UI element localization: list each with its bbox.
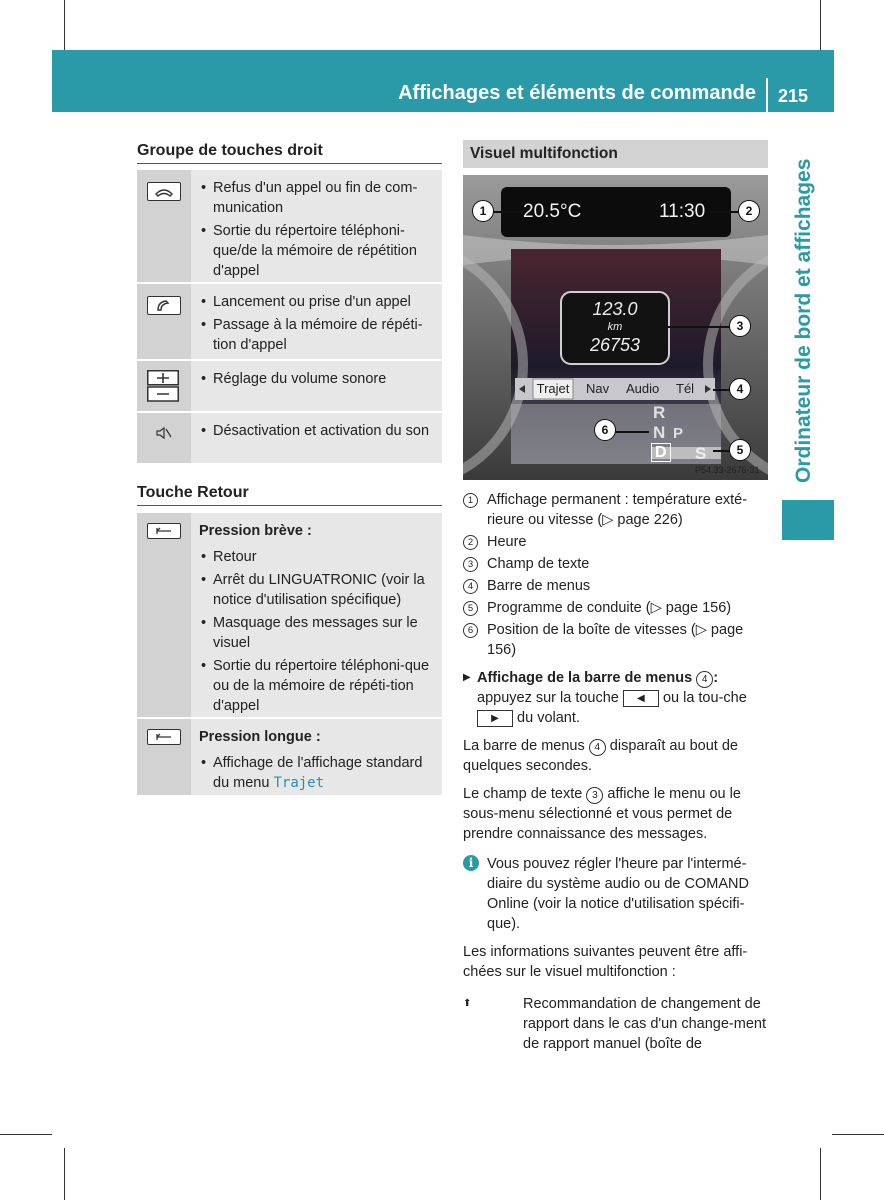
legend-number: 4: [463, 579, 478, 594]
back-key-table: [137, 513, 442, 797]
phone-icon: [147, 296, 181, 315]
crop-mark: [64, 0, 65, 50]
legend-number: 2: [463, 535, 478, 550]
key-icon-cell: [137, 719, 191, 795]
section-title-multifunction: [463, 140, 768, 168]
paragraph-text: disparaît au bout de quelques secondes.: [463, 738, 738, 774]
list-item: • Sortie du répertoire téléphoni-que/de la mémoire de répétition d'appel: [199, 221, 435, 281]
callout-6: 6: [594, 419, 616, 441]
multifunction-display-image: [463, 175, 768, 480]
callout-3: 3: [729, 315, 751, 337]
section-title-right-keys: Groupe de touches droit: [137, 142, 323, 159]
legend-number: 5: [463, 601, 478, 616]
long-press-heading: Pression longue :: [199, 729, 321, 745]
step-text: ou la tou-che: [662, 690, 747, 706]
key-icon-cell: [137, 284, 191, 359]
menu-term: Trajet: [273, 775, 325, 791]
key-description: [191, 170, 442, 282]
menu-item-trajet: Trajet: [536, 381, 570, 396]
image-code: P54.33-2676-31: [695, 465, 760, 475]
paragraph-text: Le champ de texte: [463, 786, 583, 802]
short-press-heading: Pression brève :: [199, 523, 312, 539]
callout-line: [709, 211, 739, 213]
table-row: [137, 170, 442, 284]
paragraph-text: affiche le menu ou le sous-menu sélectionné et vous permet de prendre connaissance des messages.: [463, 786, 741, 842]
gear-r: R: [653, 403, 666, 422]
ref-number: 3: [586, 787, 603, 804]
side-chapter-tab: [782, 138, 834, 488]
legend-item: [463, 620, 768, 660]
key-icon-cell: [137, 513, 191, 717]
list-item: • Lancement ou prise d'un appel: [199, 292, 435, 312]
step-number: 4: [696, 671, 713, 688]
legend-text: Programme de conduite (▷ page 156): [487, 600, 732, 616]
table-row: [137, 413, 442, 465]
section-rule: [137, 163, 442, 164]
callout-line: [493, 211, 523, 213]
info-text: Vous pouvez régler l'heure par l'intermé-diaire du système audio ou de COMAND Online (voir la notice d'utilisation spécifi-que).: [487, 856, 749, 932]
menu-item-audio: Audio: [626, 381, 660, 396]
left-arrow-key-icon: ◀: [623, 690, 659, 707]
list-item: • Passage à la mémoire de répéti-tion d'appel: [199, 315, 435, 355]
callout-4: 4: [729, 378, 751, 400]
crop-mark: [64, 1148, 65, 1200]
list-item: • Refus d'un appel ou fin de com-munication: [199, 178, 435, 218]
step-text: appuyez sur la touche: [477, 690, 619, 706]
list-item-text: Recommandation de changement de rapport dans le cas d'un change-ment de rapport manuel (boîte de: [523, 996, 766, 1052]
back-icon: [147, 729, 181, 745]
table-row: [137, 284, 442, 361]
gear-n: N: [653, 423, 666, 442]
mute-icon: [155, 425, 173, 441]
info-note: [463, 854, 768, 934]
list-item: • Réglage du volume sonore: [199, 369, 435, 389]
key-icon-cell: [137, 413, 191, 463]
page-header: [52, 50, 834, 112]
legend-text: Heure: [487, 534, 527, 550]
legend-text: Barre de menus: [487, 578, 591, 594]
table-row: [137, 513, 442, 719]
list-item: • Retour: [199, 547, 435, 567]
legend-number: 6: [463, 623, 478, 638]
right-keys-table: [137, 170, 442, 465]
legend-item: [463, 598, 768, 618]
shift-up-arrow-icon: ⬆: [463, 998, 472, 1009]
list-item: • Sortie du répertoire téléphoni-que ou de la mémoire de répéti-tion d'appel: [199, 656, 435, 716]
list-item: • Désactivation et activation du son: [199, 421, 435, 441]
page-number: 215: [777, 86, 808, 106]
menu-item-tel: Tél: [676, 381, 695, 396]
legend-item: [463, 576, 768, 596]
legend-item: [463, 554, 768, 574]
key-icon-cell: [137, 361, 191, 411]
gear-p: P: [673, 425, 684, 442]
right-arrow-key-icon: ▶: [477, 710, 513, 727]
callout-line: [615, 431, 649, 433]
paragraph: Les informations suivantes peuvent être affi-chées sur le visuel multifonction :: [463, 944, 748, 980]
table-row: [137, 719, 442, 797]
trip-unit: km: [607, 321, 623, 333]
crop-mark: [0, 1134, 52, 1135]
key-icon-cell: [137, 170, 191, 282]
key-description: [191, 284, 442, 359]
legend-text: Affichage permanent : température exté-rieure ou vitesse (▷ page 226): [487, 492, 748, 528]
section-title-back-key: Touche Retour: [137, 484, 249, 501]
callout-2: 2: [738, 200, 760, 222]
paragraph: [463, 736, 768, 776]
volume-plus-minus-icon: [147, 370, 179, 402]
legend-item: [463, 532, 768, 552]
key-description: [191, 513, 442, 717]
legend-number: 3: [463, 557, 478, 572]
list-item-text: Affichage de l'affichage standard du menu: [213, 755, 423, 791]
paragraph-text: La barre de menus: [463, 738, 585, 754]
key-description: [191, 361, 442, 411]
gear-d: D: [651, 443, 671, 462]
side-chapter-marker: [782, 500, 834, 540]
list-item: • Arrêt du LINGUATRONIC (voir la notice d'utilisation spécifique): [199, 570, 435, 610]
legend-text: Champ de texte: [487, 556, 590, 572]
list-item: [463, 994, 768, 1054]
trip-distance: 123.0: [592, 299, 638, 319]
legend-number: 1: [463, 493, 478, 508]
temperature-readout: 20.5°C: [523, 201, 582, 222]
key-description: [191, 413, 442, 463]
crop-mark: [832, 1134, 884, 1135]
legend-text: Position de la boîte de vitesses (▷ page 156): [487, 622, 744, 658]
odometer: 26753: [589, 335, 641, 355]
section-title-text: Visuel multifonction: [470, 145, 618, 162]
header-title: Affichages et éléments de commande: [398, 82, 756, 104]
paragraph: [463, 784, 768, 844]
list-item: [199, 753, 435, 793]
hang-up-icon: [147, 182, 181, 201]
menu-item-nav: Nav: [586, 381, 610, 396]
info-icon: i: [463, 855, 479, 871]
instruction-step: ▶ Affichage de la barre de menus 4 : appuyez sur la touche ◀ ou la tou-che ▶ du volant.: [463, 668, 768, 728]
step-title: Affichage de la barre de menus: [477, 670, 693, 686]
clock-readout: 11:30: [659, 201, 706, 222]
drive-program: S: [695, 444, 707, 463]
crop-mark: [820, 0, 821, 50]
side-chapter-label: Ordinateur de bord et affichages: [792, 158, 815, 483]
header-divider: [766, 78, 768, 112]
list-item: • Masquage des messages sur le visuel: [199, 613, 435, 653]
table-row: [137, 361, 442, 413]
legend-item: [463, 490, 768, 530]
crop-mark: [820, 1148, 821, 1200]
section-rule: [137, 505, 442, 506]
step-text: du volant.: [517, 710, 580, 726]
key-description: [191, 719, 442, 795]
legend-and-text: [463, 490, 768, 1054]
ref-number: 4: [589, 739, 606, 756]
callout-5: 5: [729, 439, 751, 461]
back-icon: [147, 523, 181, 539]
callout-1: 1: [472, 200, 494, 222]
